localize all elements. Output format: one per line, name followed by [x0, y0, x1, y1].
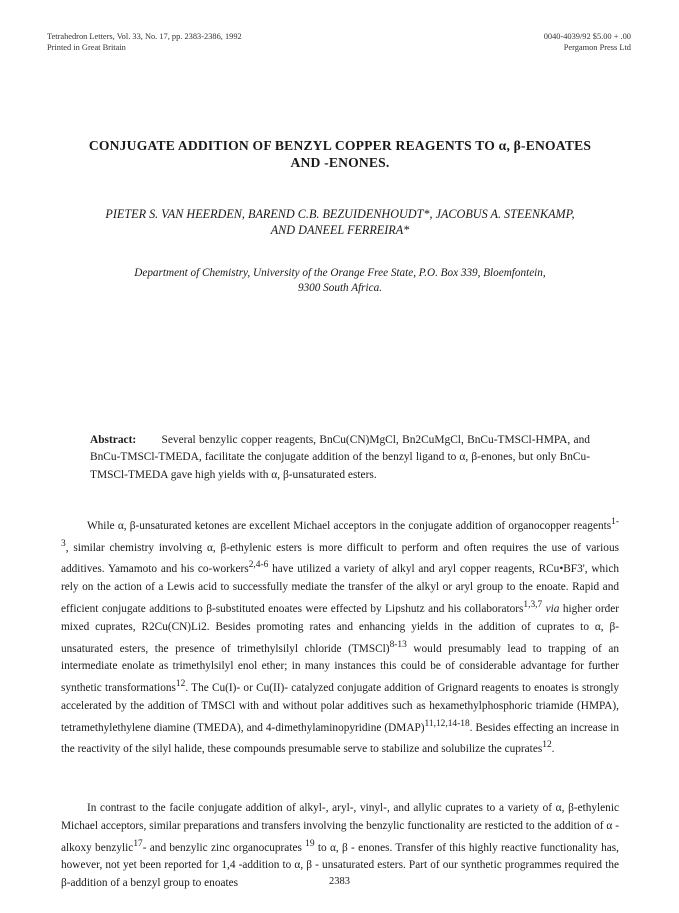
- title-line-2: AND -ENONES.: [290, 155, 390, 170]
- text-run: . Besides effecting an increase in the reactivity of the silyl halide, these compounds presumable serve to stabilize and solubilize the cuprates: [61, 721, 619, 756]
- text-run: While α, β-unsaturated ketones are excellent Michael acceptors in the conjugate addition of organocopper reagents: [87, 519, 612, 532]
- issn-code: 0040-4039/92 $5.00 + .00: [543, 32, 631, 41]
- reference-superscript: 17: [133, 838, 143, 849]
- text-run: have utilized a variety of alkyl and aryl copper reagents, RCu•BF3', which rely on the action of a Lewis acid to successfully mediate the transfer of the alkyl or aryl group to the enoate. Rapid and efficient conjugate additions to β-substituted enoates were effected by Lipshutz and his collaborators: [61, 563, 619, 615]
- reference-superscript: 2,4-6: [248, 560, 269, 571]
- reference-superscript: 1-3: [61, 517, 619, 549]
- affiliation: [60, 266, 620, 295]
- abstract-label: Abstract:: [90, 434, 137, 446]
- text-run: , similar chemistry involving α, β-ethylenic esters is more difficult to perform and often requires the use of various additives. Yamamoto and his co-workers: [61, 541, 619, 576]
- text-run: . The Cu(I)- or Cu(II)- catalyzed conjugate addition of Grignard reagents to enoates is strongly accelerated by the addition of TMSCl with and without polar additives such as hexamethylphosphoric triamide (HMPA), tetramethylethylene diamine (TMEDA), and 4-dimethylaminopyridine (DMAP): [61, 681, 619, 734]
- title-line-1: CONJUGATE ADDITION OF BENZYL COPPER REAGENTS TO α, β-ENOATES: [88, 138, 592, 153]
- text-run: to α, β - enones. Transfer of this highly reactive functionality has, however, not yet been reported for 1,4 -addition to α, β - unsaturated esters. Part of our synthetic programmes required the β-addition of a benzyl group to enoates: [61, 841, 619, 890]
- reference-superscript: 12: [542, 740, 552, 751]
- text-run: higher order mixed cuprates, R2Cu(CN)Li2. Besides promoting rates and enhancing yields in the addition of cuprates to α, β-unsaturated esters, the presence of trimethylsilyl chloride (TMSCl): [61, 602, 620, 655]
- reference-superscript: 12: [175, 679, 186, 690]
- printed-location: Printed in Great Britain: [47, 43, 126, 52]
- journal-header-left: [47, 31, 242, 53]
- italic-via: via: [545, 602, 560, 615]
- abstract-text: Several benzylic copper reagents, BnCu(CN)MgCl, Bn2CuMgCl, BnCu-TMSCl-HMPA, and BnCu-TMSCl-TMEDA, facilitate the conjugate addition of the benzyl ligand to α, β-enones, but only BnCu-TMSCl-TMEDA gave high yields with α, β-unsaturated esters.: [90, 434, 590, 481]
- affiliation-line-1: Department of Chemistry, University of the Orange Free State, P.O. Box 339, Bloemfontein,: [134, 267, 546, 279]
- reference-superscript: 8-13: [389, 639, 407, 650]
- abstract: [90, 432, 590, 484]
- text-run: would presumably lead to trapping of an intermediate enolate as trimethylsilyl enol ether; in many instances this could be of considerable advantage for further synthetic transformations: [61, 642, 619, 694]
- affiliation-line-2: 9300 South Africa.: [297, 281, 382, 294]
- author-list: [60, 207, 620, 238]
- reference-superscript: 19: [305, 838, 315, 849]
- text-run: .: [551, 743, 555, 756]
- page-number: 2383: [329, 876, 350, 887]
- reference-superscript: 11,12,14-18: [424, 718, 470, 729]
- authors-line-2: AND DANEEL FERREIRA*: [270, 222, 410, 237]
- journal-citation: Tetrahedron Letters, Vol. 33, No. 17, pp. 2383-2386, 1992: [47, 32, 242, 41]
- publisher: Pergamon Press Ltd: [563, 43, 631, 52]
- text-run: - and benzylic zinc organocuprates: [142, 841, 306, 854]
- reference-superscript: 1,3,7: [523, 599, 543, 610]
- authors-line-1: PIETER S. VAN HEERDEN, BAREND C.B. BEZUIDENHOUDT*, JACOBUS A. STEENKAMP,: [105, 207, 575, 221]
- body-paragraph-1: [61, 514, 619, 759]
- text-run: In contrast to the facile conjugate addition of alkyl-, aryl-, vinyl-, and allylic cuprates to a variety of α, β-ethylenic Michael acceptors, similar preparations and transfers involving the benzylic functionality are resticted to the addition of α -alkoxy benzylic: [61, 802, 619, 854]
- paper-title: [60, 137, 620, 171]
- journal-header-right: [544, 31, 631, 53]
